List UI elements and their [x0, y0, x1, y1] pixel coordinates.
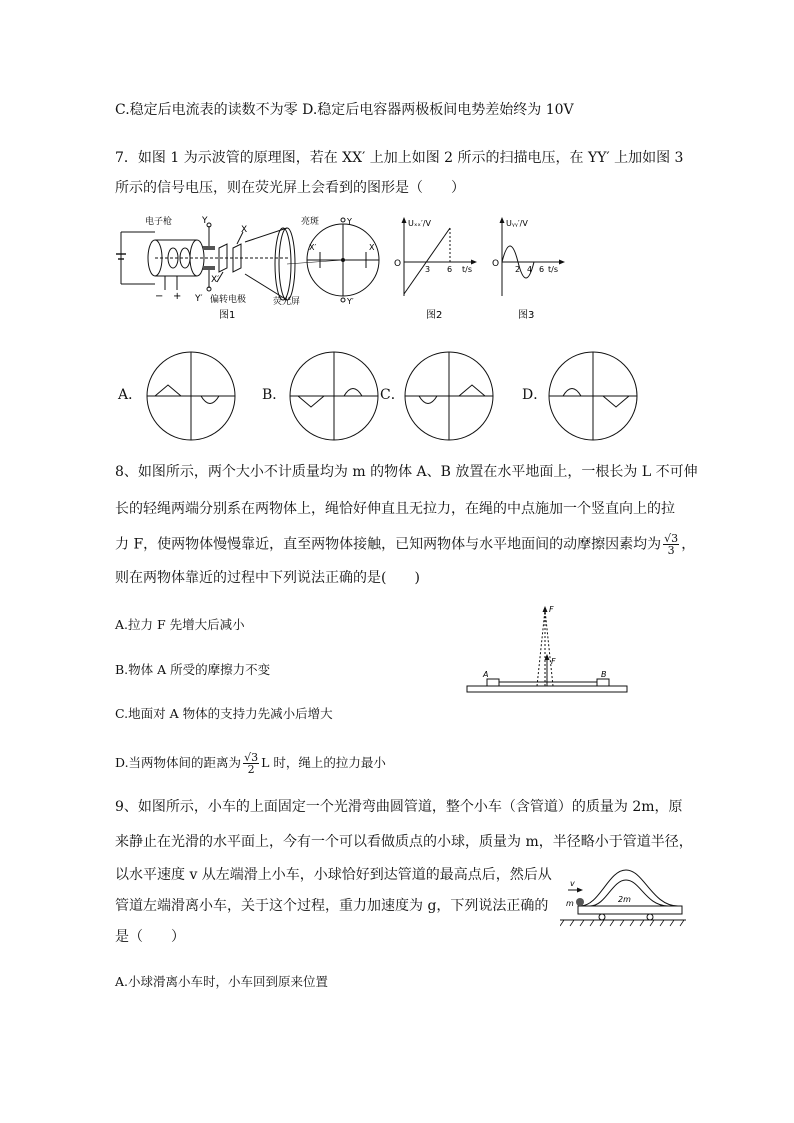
q9-stem-line2: 来静止在光滑的水平面上，今有一个可以看做质点的小球，质量为 m，半径略小于管道半径，: [115, 834, 693, 850]
q6-option-cd: C.稳定后电流表的读数不为零 D.稳定后电容器两极板间电势差始终为 10V: [115, 102, 574, 118]
q8-option-d-text: D.当两物体间的距离为: [115, 755, 242, 770]
fig3-t1: 2: [515, 265, 521, 274]
label-spot: 亮斑: [301, 217, 320, 227]
q8-figure: [465, 602, 645, 698]
q8-mu-fraction: [663, 533, 679, 556]
q7-option-d-figure: [548, 351, 638, 441]
q8-fig-f2: F: [551, 657, 556, 666]
label-screen-y: Y: [347, 217, 352, 226]
q8-option-d: [115, 752, 386, 775]
label-y: Y: [202, 216, 208, 226]
q9-figure: [560, 862, 690, 928]
q7-stem-line1: 7．如图 1 为示波管的原理图，若在 XX′ 上加上如图 2 所示的扫描电压，在 YY′ 上加如图 3: [115, 150, 684, 166]
q7-option-a-label: A．: [118, 387, 143, 403]
q8-d-fraction: [243, 752, 259, 775]
q9-stem-line3: 以水平速度 v 从左端滑上小车，小球恰好到达管道的最高点后，然后从: [115, 867, 552, 883]
fig3-t3: 6: [539, 265, 545, 274]
q8-stem-line2: 长的轻绳两端分别系在两物体上，绳恰好伸直且无拉力，在绳的中点施加一个竖直向上的拉: [115, 501, 675, 517]
q8-fig-a: A: [483, 670, 489, 679]
fig2-origin: O: [394, 259, 402, 269]
fig3-tlabel: t/s: [548, 265, 558, 274]
q9-fig-M: 2m: [618, 895, 631, 904]
q7-option-a-figure: [146, 351, 236, 441]
fig3-ylabel: Uᵧᵧ′/V: [506, 219, 528, 228]
label-screen-x: X: [369, 243, 375, 252]
fig2-tlabel: t/s: [462, 265, 472, 274]
q8-option-d-end: L 时，绳上的拉力最小: [261, 755, 386, 770]
q9-stem-line5: 是（ ）: [115, 929, 185, 945]
q7-option-d-label: D．: [522, 387, 548, 403]
q7-option-b-figure: [289, 351, 379, 441]
label-xp: X′: [211, 275, 220, 285]
q8-fig-f1: F: [549, 605, 554, 614]
q8-stem-line3-text: 力 F，使两物体慢慢靠近，直至两物体接触，已知两物体与水平地面间的动摩擦因素均为: [115, 536, 662, 553]
q8-stem-line3: [115, 533, 695, 556]
label-yp: Y′: [195, 294, 203, 304]
label-gun: 电子枪: [145, 217, 173, 227]
q7-option-c-label: C．: [380, 387, 405, 403]
q8-fig-b: B: [601, 670, 607, 679]
label-x: X: [241, 225, 248, 235]
q7-option-c-figure: [404, 351, 494, 441]
q8-stem-line4: 则在两物体靠近的过程中下列说法正确的是( ): [115, 570, 420, 586]
q9-option-a: A.小球滑离小车时，小车回到原来位置: [115, 974, 329, 989]
q9-fig-v: v: [570, 879, 575, 888]
q8-stem-line1: 8、如图所示，两个大小不计质量均为 m 的物体 A、B 放置在水平地面上，一根长为 L 不可伸: [115, 464, 698, 480]
fig3-origin: O: [492, 259, 500, 269]
caption-fig3: 图3: [518, 310, 535, 320]
label-screen: 荧光屏: [273, 297, 301, 307]
fig2-t2: 6: [447, 265, 453, 274]
q8-option-b: B.物体 A 所受的摩擦力不变: [115, 662, 271, 677]
q8-d-num: √3: [244, 751, 259, 764]
q7-figure-1: [115, 212, 385, 320]
q8-d-den: 2: [247, 763, 255, 776]
label-screen-xp: X′: [309, 243, 317, 252]
label-plus: +: [173, 291, 182, 302]
fig2-ylabel: Uₓₓ′/V: [408, 219, 431, 228]
q9-stem-line1: 9、如图所示，小车的上面固定一个光滑弯曲圆管道，整个小车（含管道）的质量为 2m，原: [115, 799, 683, 815]
fig3-t2: 4: [527, 265, 533, 274]
q7-figure-2: [392, 214, 482, 320]
q8-stem-line3-end: ，: [681, 536, 696, 553]
caption-fig2: 图2: [426, 310, 443, 320]
q9-stem-line4: 管道左端滑离小车，关于这个过程，重力加速度为 g，下列说法正确的: [115, 898, 549, 914]
q8-option-a: A.拉力 F 先增大后减小: [115, 617, 245, 632]
caption-fig1: 图1: [219, 310, 236, 320]
q7-stem-line2: 所示的信号电压，则在荧光屏上会看到的图形是（ ）: [115, 180, 465, 196]
q9-fig-m: m: [566, 899, 574, 908]
q7-option-b-label: B．: [262, 387, 287, 403]
q8-option-c: C.地面对 A 物体的支持力先减小后增大: [115, 706, 333, 721]
label-screen-yp: Y′: [347, 297, 354, 306]
q8-mu-num: √3: [664, 532, 679, 545]
label-plates: 偏转电极: [210, 295, 247, 305]
label-minus: −: [155, 291, 164, 302]
q7-figure-3: [490, 214, 570, 320]
q8-mu-den: 3: [667, 544, 675, 557]
fig2-t1: 3: [425, 265, 431, 274]
